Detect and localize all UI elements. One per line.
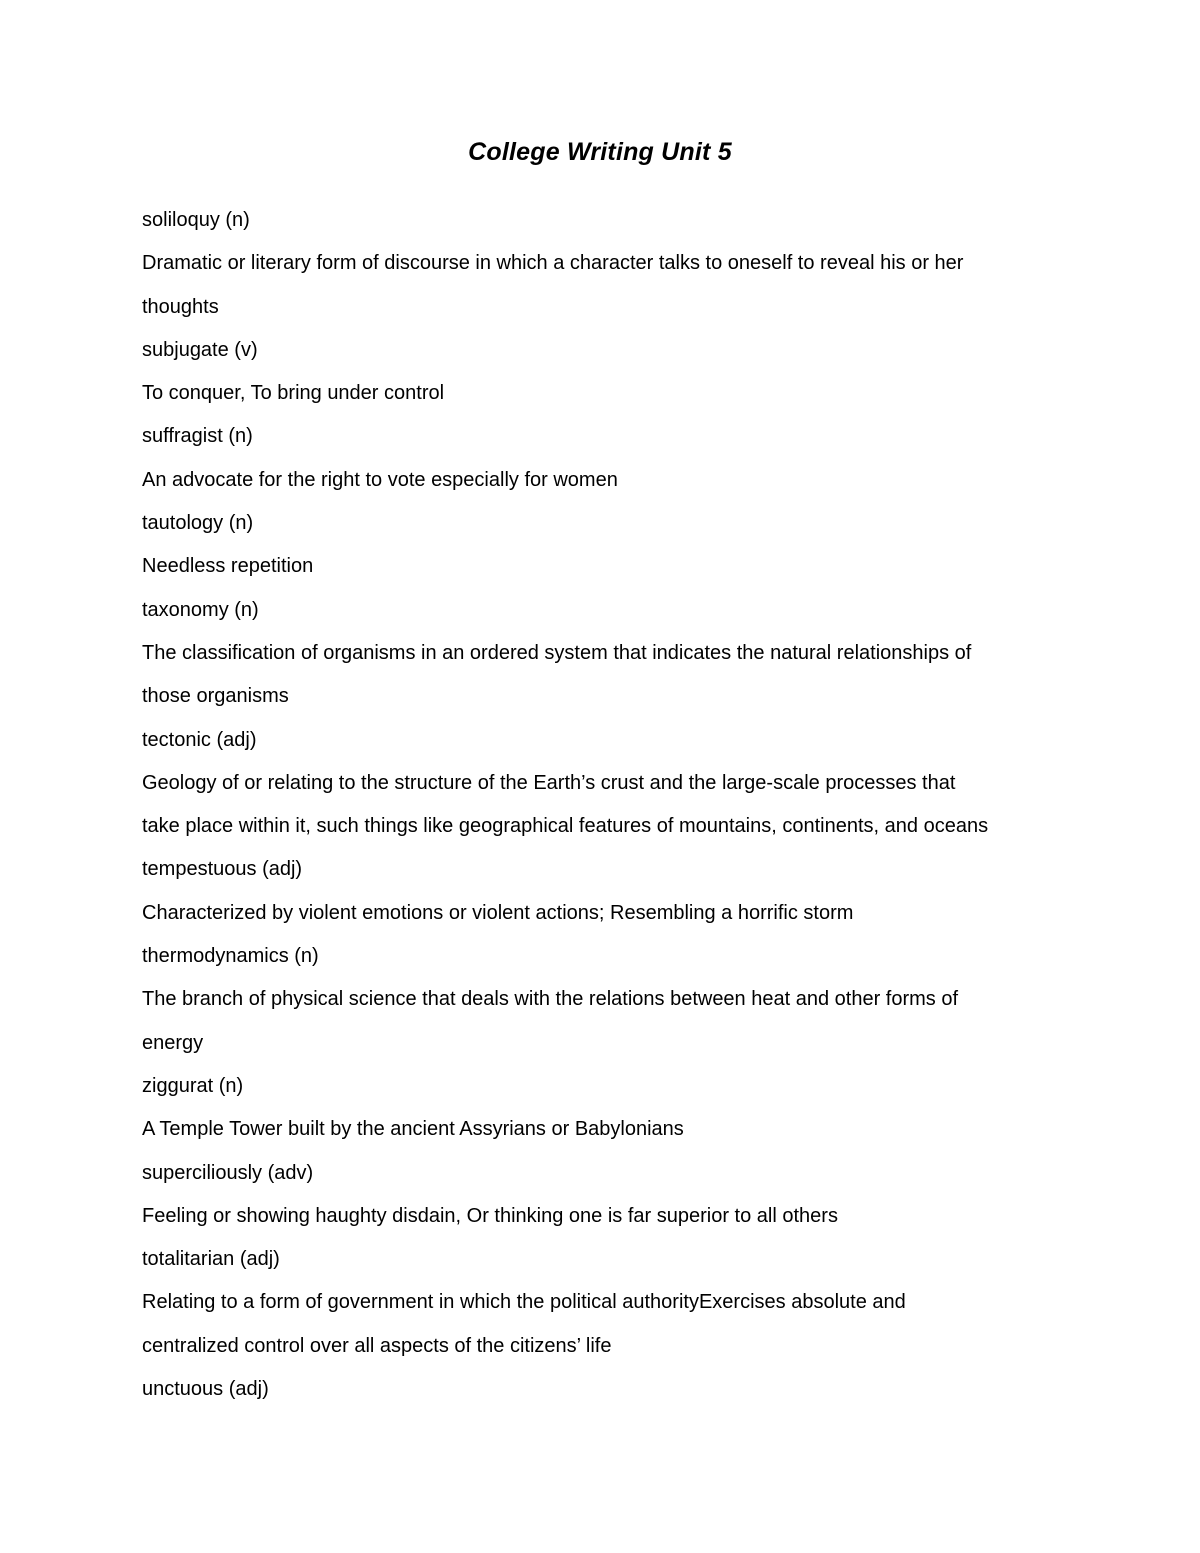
term-line: tectonic (adj) [142, 728, 257, 751]
definition-line: Dramatic or literary form of discourse in which a character talks to oneself to reveal his or her [142, 252, 964, 275]
definition-line: take place within it, such things like geographical features of mountains, continents, and oceans [142, 815, 989, 838]
term-line: superciliously (adv) [142, 1161, 314, 1184]
term-line: taxonomy (n) [142, 598, 259, 621]
definition-line: Feeling or showing haughty disdain, Or thinking one is far superior to all others [142, 1204, 838, 1227]
term-line: thermodynamics (n) [142, 945, 319, 968]
term-line: suffragist (n) [142, 425, 253, 448]
definition-line: centralized control over all aspects of the citizens’ life [142, 1334, 612, 1357]
definition-line: Needless repetition [142, 555, 314, 578]
definition-line: energy [142, 1031, 204, 1054]
term-line: tempestuous (adj) [142, 858, 303, 881]
term-line: subjugate (v) [142, 338, 258, 361]
definition-line: those organisms [142, 685, 289, 708]
definition-line: The branch of physical science that deals with the relations between heat and other forms of [142, 988, 959, 1011]
document-title: College Writing Unit 5 [468, 138, 732, 166]
term-line: ziggurat (n) [142, 1074, 244, 1097]
definition-line: The classification of organisms in an ordered system that indicates the natural relationships of [142, 641, 972, 664]
definition-line: Characterized by violent emotions or violent actions; Resembling a horrific storm [142, 901, 854, 924]
definition-line: Relating to a form of government in which the political authorityExercises absolute and [142, 1291, 906, 1314]
definition-line: Geology of or relating to the structure of the Earth’s crust and the large-scale processes that [142, 771, 956, 794]
definition-line: thoughts [142, 295, 219, 318]
term-line: totalitarian (adj) [142, 1248, 280, 1271]
definition-line: An advocate for the right to vote especially for women [142, 468, 618, 491]
term-line: unctuous (adj) [142, 1378, 269, 1401]
term-line: soliloquy (n) [142, 209, 250, 231]
definition-line: To conquer, To bring under control [142, 382, 445, 405]
vocabulary-list [142, 199, 1082, 1411]
definition-line: A Temple Tower built by the ancient Assyrians or Babylonians [142, 1118, 684, 1141]
term-line: tautology (n) [142, 512, 254, 535]
